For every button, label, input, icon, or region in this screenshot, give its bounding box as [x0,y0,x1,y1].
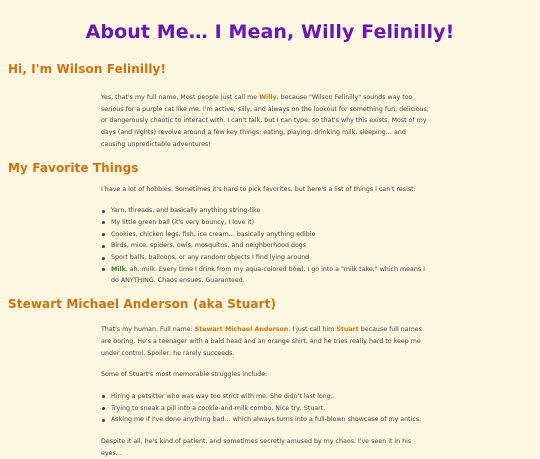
stuart-name-highlight: Stuart [336,326,359,334]
favorites-section [8,161,532,288]
list-item-milk [101,264,432,287]
fullname-highlight: Stewart Michael Anderson [194,326,289,334]
list-item: Sport balls, balloons, or any random objects I find lying around [101,252,432,264]
stuart-paragraph-2: Some of Stuart's most memorable struggles include: [101,371,268,379]
intro-section [8,62,532,151]
list-item: Trying to sneak a pill into a cookie-and-milk combo. Nice try, Stuart. [101,403,432,415]
favorites-lead: I have a lot of hobbies. Sometimes it's hard to pick favorites, but here's a list of things I can't resist: [101,185,416,193]
intro-text-after: , because "Wilson Felinilly" sounds way too serious for a purple cat like me. I'm active, silly, and always on the lookout for something fun, delicious, or dangerously chaotic to interact with. I can't talk, but I can type, so that's why this exists. Most of my days (and nights) revolve around a few key things: eating, playing, drinking milk, sleeping… and causing unpredictable adventures! [101,94,429,148]
intro-heading: Hi, I'm Wilson Felinilly! [8,62,167,76]
page-title: About Me… I Mean, Willy Felinilly! [85,21,455,43]
stuart-paragraph-3: Despite it all, he's kind of patient, and sometimes secretly amused by my chaos. I've seen it in his eyes… [101,438,412,457]
stuart-text-c: because full names are boring. He's a teenager with a bald head and an orange shirt, and he tries really hard to keep me under control. Spoiler: he rarely succeeds. [101,326,422,357]
page [0,21,540,459]
milk-highlight: Milk [111,265,126,273]
stuart-heading: Stewart Michael Anderson (aka Stuart) [8,297,277,312]
list-item: Cookies, chicken legs, fish, ice cream… basically anything edible [101,229,432,241]
intro-body [101,92,432,151]
list-item: Asking me if I've done anything bad… which always turns into a full-blown showcase of my antics. [101,414,432,426]
stuart-body [101,324,432,459]
milk-text: , ah, milk. Every time I drink from my aqua-colored bowl, I go into a "milk take," which means I do ANYTHING. Chaos ensues. Guaranteed. [111,265,426,285]
nickname-highlight: Willy [259,94,277,101]
favorites-heading: My Favorite Things [8,160,139,175]
favorites-body [101,184,432,288]
intro-text-before: Yes, that's my full name. Most people just call me [101,94,260,101]
list-item: Yarn, threads, and basically anything string-like [101,205,432,217]
stuart-paragraph-1 [101,324,432,359]
stuart-text-a: That's my human. Full name: [101,326,195,334]
favorites-list [101,205,432,287]
list-item: My little green ball (it's very bouncy, I love it) [101,217,432,229]
stuart-text-b: . I just call him [288,326,337,334]
stuart-section [8,297,532,459]
stuart-list [101,391,432,426]
list-item: Birds, mice, spiders, owls, mosquitos, and neighborhood dogs [101,240,432,252]
list-item: Hiring a petsitter who was way too strict with me. She didn't last long. [101,391,432,403]
intro-paragraph [101,92,432,151]
